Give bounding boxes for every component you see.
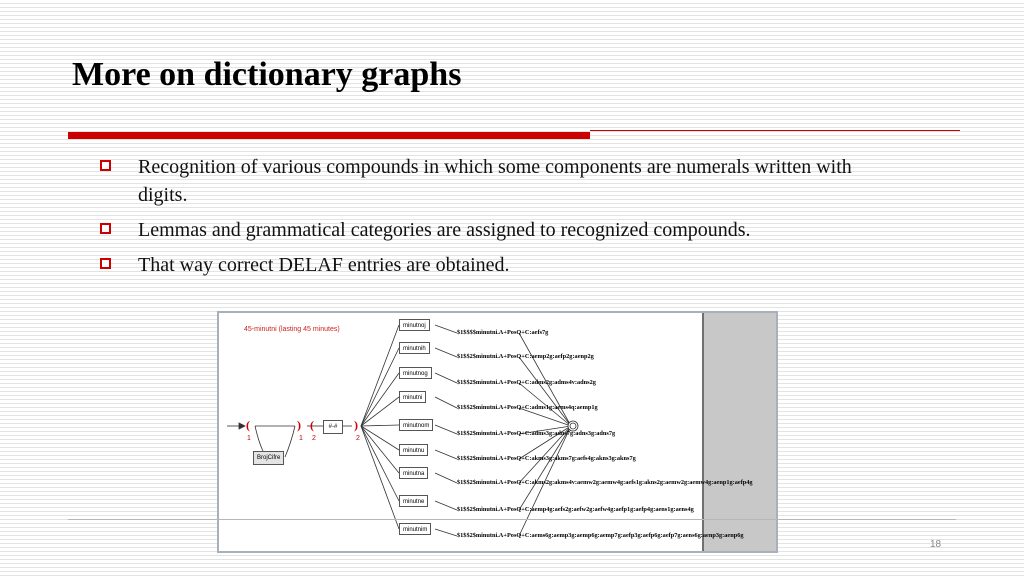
bullet-item	[100, 216, 890, 244]
brojcifre-node: BrojCifre	[253, 451, 284, 465]
graph-caption: 45-minutni (lasting 45 minutes)	[244, 326, 340, 333]
graph-output: $1$$2$minutni.A+PosQ+C:akms2g:akms4v:aemw2g:aemw4g:aefs1g:akns2g:aemw2g:aemw4g:aenp1g:aefp4g	[457, 479, 753, 486]
graph-output: $1$$2$minutni.A+PosQ+C:akms3g:akms7g:aefs4g:akns3g:akns7g	[457, 455, 636, 462]
title-underline-thin	[590, 130, 960, 131]
hash-node: #-#	[323, 420, 343, 434]
title-underline-red	[68, 132, 590, 139]
left-paren: (	[246, 418, 250, 432]
bullet-item	[100, 251, 890, 279]
bullet-text: Lemmas and grammatical categories are assigned to recognized compounds.	[138, 219, 751, 241]
graph-node: minutnom	[399, 419, 433, 431]
left-paren-2: (	[310, 418, 314, 432]
graph-node: minutnog	[399, 367, 432, 379]
bullet-list	[100, 153, 890, 286]
square-bullet-icon	[100, 160, 111, 171]
graph-node: minutnih	[399, 342, 430, 354]
graph-output: $1$$2$minutni.A+PosQ+C:aemp4g:aefs2g:aefw2g:aefw4g:aefp1g:aefp4g:aens1g:aens4g	[457, 506, 694, 513]
paren-index: 2	[356, 435, 360, 442]
bullet-item	[100, 153, 890, 209]
graph-output: $1$$2$minutni.A+PosQ+C:adms3g:adns7g:adns3g:adns7g	[457, 430, 616, 437]
paren-index: 1	[247, 435, 251, 442]
slide-title: More on dictionary graphs	[72, 56, 462, 93]
graph-node: minutnoj	[399, 319, 430, 331]
graph-output: $1$$2$minutni.A+PosQ+C:aems6g:aemp3g:aemp6g:aemp7g:aefp3g:aefp6g:aefp7g:aens6g:aenp3g:aenp6g	[457, 532, 744, 539]
graph-output: $1$$2$minutni.A+PosQ+C:aemp2g:aefp2g:aenp2g	[457, 353, 594, 360]
paren-index: 2	[312, 435, 316, 442]
graph-node: minutnim	[399, 523, 431, 535]
footer-divider	[68, 519, 956, 520]
graph-node: minutna	[399, 467, 428, 479]
page-number: 18	[930, 539, 942, 550]
bullet-text: Recognition of various compounds in which some components are numerals written with digits.	[138, 156, 852, 206]
paren-index: 1	[299, 435, 303, 442]
dictionary-graph-figure	[217, 311, 778, 553]
square-bullet-icon	[100, 258, 111, 269]
bullet-text: That way correct DELAF entries are obtained.	[138, 254, 510, 276]
square-bullet-icon	[100, 223, 111, 234]
graph-output: $1$$2$minutni.A+PosQ+C:adms1g:aems4q:aemp1g	[457, 404, 598, 411]
graph-output: $1$$$$minutni.A+PosQ+C:aefs7g	[457, 329, 549, 336]
graph-node: minutni	[399, 391, 426, 403]
graph-node: minutne	[399, 495, 428, 507]
right-paren: )	[297, 418, 301, 432]
right-paren-2: )	[354, 418, 358, 432]
graph-output: $1$$2$minutni.A+PosQ+C:adms2g:adms4v:adns2g	[457, 379, 596, 386]
graph-node: minutnu	[399, 444, 428, 456]
